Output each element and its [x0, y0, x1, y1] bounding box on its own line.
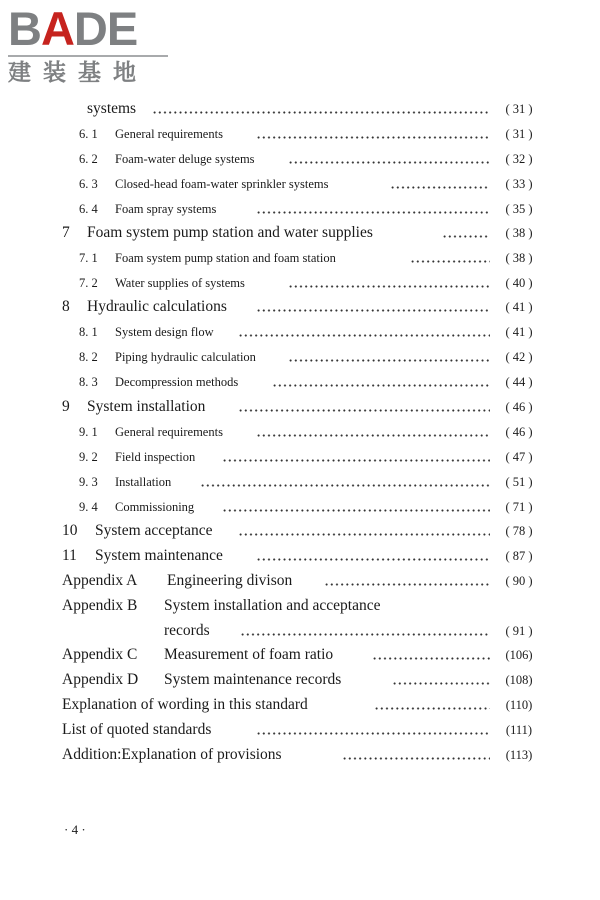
dot-leader — [442, 235, 490, 238]
toc-entry-title: Closed-head foam-water sprinkler systems — [115, 176, 329, 191]
toc-entry-page: ( 31 ) — [505, 126, 533, 141]
toc-entry-title: Explanation of wording in this standard — [62, 696, 308, 713]
dot-leader — [152, 111, 490, 114]
dot-leader — [240, 633, 490, 636]
toc-entry-title: System maintenance records — [164, 671, 342, 688]
toc-entry-number: Appendix D — [62, 671, 139, 688]
dot-leader — [372, 657, 490, 660]
toc-entry-page: ( 78 ) — [505, 523, 533, 538]
dot-leader — [222, 459, 490, 462]
toc-entry-page: ( 44 ) — [505, 374, 533, 389]
toc-entry[interactable] — [0, 569, 600, 593]
dot-leader — [238, 334, 490, 337]
logo-chinese-text: 建装基地 — [8, 60, 148, 86]
toc-entry-number: 8. 1 — [79, 324, 98, 339]
toc-entry-page: ( 51 ) — [505, 474, 533, 489]
dot-leader — [256, 434, 490, 437]
toc-entry-page: ( 31 ) — [505, 101, 533, 116]
toc-entry-number: 7 — [62, 224, 70, 241]
dot-leader — [256, 211, 490, 214]
toc-entry[interactable] — [0, 345, 600, 369]
toc-entry-page: ( 38 ) — [505, 250, 533, 265]
dot-leader — [256, 732, 490, 735]
toc-entry-title: System acceptance — [95, 522, 213, 539]
toc-entry-title: System maintenance — [95, 547, 223, 564]
toc-entry-title: Decompression methods — [115, 374, 239, 389]
toc-entry-title: Water supplies of systems — [115, 275, 245, 290]
toc-entry-number: 9. 3 — [79, 474, 98, 489]
toc-entry[interactable] — [0, 370, 600, 394]
dot-leader — [256, 558, 490, 561]
toc-entry[interactable] — [0, 221, 600, 245]
toc-entry-title: System installation — [87, 398, 206, 415]
toc-entry-number: 9 — [62, 398, 70, 415]
logo-letter: B — [8, 2, 41, 55]
page-number: · 4 · — [64, 822, 86, 837]
toc-entry-number: 8. 2 — [79, 349, 98, 364]
dot-leader — [238, 533, 490, 536]
toc-entry-page: ( 46 ) — [505, 399, 533, 414]
toc-entry-number: 6. 4 — [79, 201, 98, 216]
toc-entry-number: Appendix B — [62, 597, 138, 614]
bade-logo — [8, 4, 178, 88]
toc-entry[interactable] — [0, 718, 600, 742]
dot-leader — [342, 757, 490, 760]
toc-entry[interactable] — [0, 147, 600, 171]
toc-entry-title: Piping hydraulic calculation — [115, 349, 256, 364]
logo-letters: DE — [73, 2, 138, 55]
toc-entry[interactable] — [0, 395, 600, 419]
toc-entry-number: 7. 2 — [79, 275, 98, 290]
toc-entry-page: (106) — [505, 647, 533, 662]
toc-entry[interactable] — [0, 495, 600, 519]
dot-leader — [222, 509, 490, 512]
toc-entry-page: ( 46 ) — [505, 424, 533, 439]
toc-entry[interactable] — [0, 172, 600, 196]
toc-entry-number: 11 — [62, 547, 77, 564]
dot-leader — [238, 409, 490, 412]
dot-leader — [324, 583, 490, 586]
toc-entry-page: ( 71 ) — [505, 499, 533, 514]
dot-leader — [390, 186, 490, 189]
toc-entry-number: 9. 4 — [79, 499, 98, 514]
toc-entry[interactable] — [0, 693, 600, 717]
toc-entry-title: Measurement of foam ratio — [164, 646, 334, 663]
toc-entry-page: ( 87 ) — [505, 548, 533, 563]
toc-entry-number: 6. 1 — [79, 126, 98, 141]
toc-entry-title: System design flow — [115, 324, 214, 339]
toc-entry[interactable] — [0, 743, 600, 767]
toc-entry-page: ( 47 ) — [505, 449, 533, 464]
toc-entry-title: Addition:Explanation of provisions — [62, 746, 282, 763]
toc-entry-page: ( 40 ) — [505, 275, 533, 290]
toc-entry[interactable] — [0, 594, 600, 618]
toc-entry-page: ( 33 ) — [505, 176, 533, 191]
dot-leader — [256, 309, 490, 312]
toc-entry-page: (108) — [505, 672, 533, 687]
toc-entry-title: Hydraulic calculations — [87, 298, 227, 315]
toc-entry-page: ( 90 ) — [505, 573, 533, 588]
toc-entry-page: ( 41 ) — [505, 324, 533, 339]
toc-entry[interactable] — [0, 271, 600, 295]
toc-entry-number: 8. 3 — [79, 374, 98, 389]
toc-entry-number: 8 — [62, 298, 70, 315]
toc-entry-number: Appendix A — [62, 572, 138, 589]
toc-entry[interactable] — [0, 197, 600, 221]
toc-entry[interactable] — [0, 122, 600, 146]
toc-entry-number: 9. 2 — [79, 449, 98, 464]
logo-letter-accent: A — [40, 2, 74, 55]
toc-entry-title: Field inspection — [115, 449, 196, 464]
toc-entry-title: Foam-water deluge systems — [115, 151, 255, 166]
toc-entry-title: Foam spray systems — [115, 201, 217, 216]
toc-entry-title: General requirements — [115, 424, 223, 439]
toc-entry-page: (113) — [505, 747, 533, 762]
toc-entry[interactable] — [0, 519, 600, 543]
dot-leader — [392, 682, 490, 685]
toc-entry-page: ( 32 ) — [505, 151, 533, 166]
toc-entry-number: 9. 1 — [79, 424, 98, 439]
dot-leader — [288, 285, 490, 288]
toc-entry[interactable] — [0, 97, 600, 121]
dot-leader — [288, 161, 490, 164]
toc-entry-title: systems — [87, 100, 137, 117]
toc-entry[interactable] — [0, 320, 600, 344]
toc-entry-title: Foam system pump station and water supplies — [87, 224, 373, 241]
toc-entry-title: Engineering divison — [167, 572, 293, 589]
dot-leader — [200, 484, 490, 487]
toc-entry-number: 6. 3 — [79, 176, 98, 191]
toc-entry-title: Foam system pump station and foam station — [115, 250, 336, 265]
dot-leader — [410, 260, 490, 263]
toc-entry-title: records — [164, 622, 210, 639]
toc-entry[interactable] — [0, 295, 600, 319]
dot-leader — [256, 136, 490, 139]
toc-entry-number: 10 — [62, 522, 78, 539]
toc-entry-title: Commissioning — [115, 499, 195, 514]
toc-entry-page: ( 41 ) — [505, 299, 533, 314]
logo-divider — [8, 55, 168, 57]
dot-leader — [374, 707, 490, 710]
toc-entry-page: ( 38 ) — [505, 225, 533, 240]
toc-entry[interactable] — [0, 619, 600, 643]
toc-entry[interactable] — [0, 420, 600, 444]
toc-entry-page: ( 91 ) — [505, 623, 533, 638]
dot-leader — [288, 359, 490, 362]
toc-entry-page: (110) — [505, 697, 533, 712]
toc-entry-page: ( 35 ) — [505, 201, 533, 216]
toc-entry[interactable] — [0, 668, 600, 692]
toc-entry-title: List of quoted standards — [62, 721, 212, 738]
toc-entry-title: General requirements — [115, 126, 223, 141]
toc-entry-page: ( 42 ) — [505, 349, 533, 364]
toc-entry[interactable] — [0, 643, 600, 667]
toc-entry-page: (111) — [505, 722, 533, 737]
toc-entry-number: 6. 2 — [79, 151, 98, 166]
toc-entry-number: Appendix C — [62, 646, 138, 663]
toc-entry[interactable] — [0, 470, 600, 494]
toc-entry[interactable] — [0, 445, 600, 469]
toc-entry[interactable] — [0, 246, 600, 270]
toc-entry-title: System installation and acceptance — [164, 597, 381, 614]
dot-leader — [272, 384, 490, 387]
toc-entry-title: Installation — [115, 474, 172, 489]
logo-wordmark — [8, 4, 178, 54]
toc-entry-number: 7. 1 — [79, 250, 98, 265]
toc-entry[interactable] — [0, 544, 600, 568]
